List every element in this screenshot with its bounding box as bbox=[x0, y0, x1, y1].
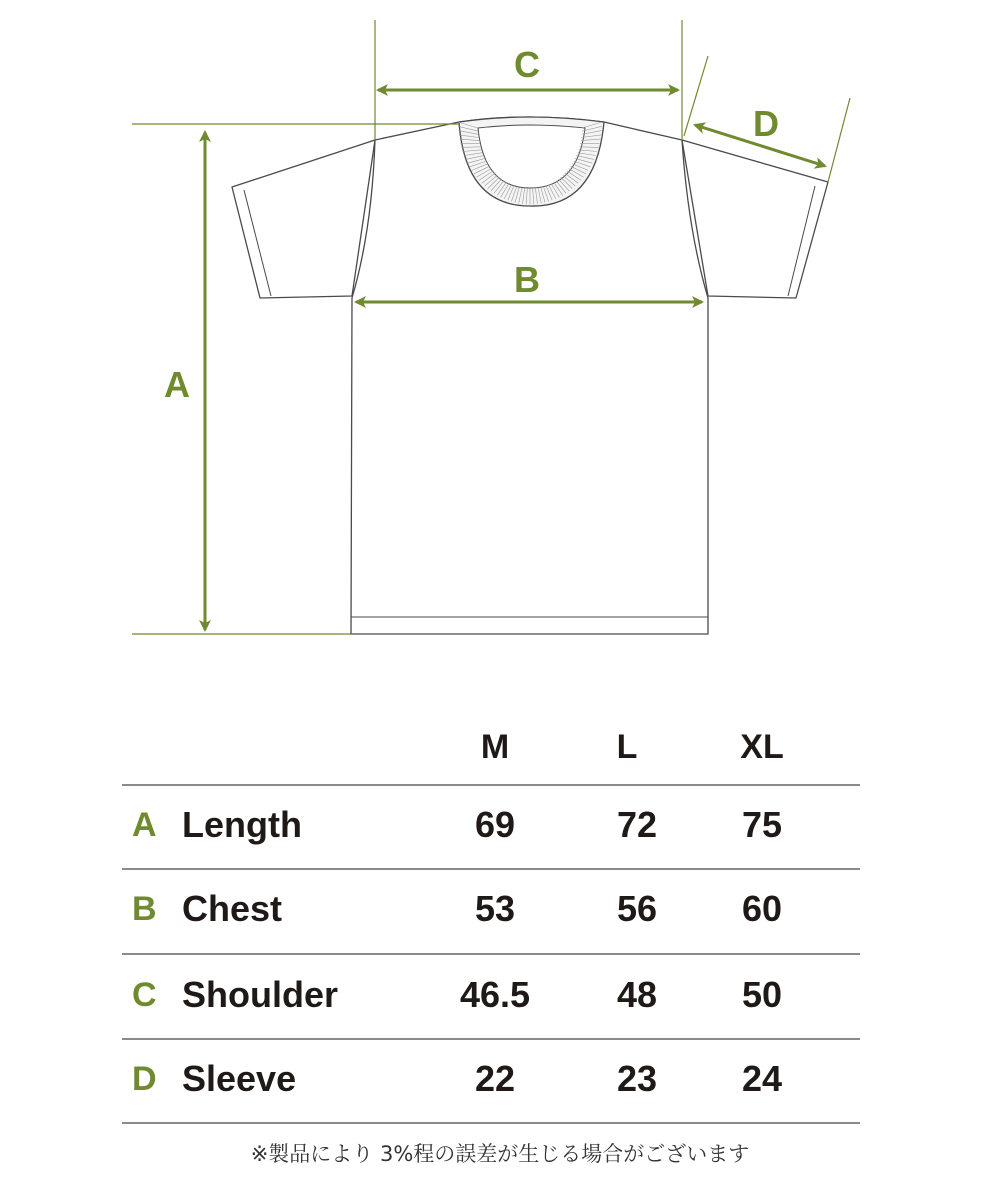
table-row bbox=[0, 872, 1000, 956]
table-rule bbox=[122, 784, 860, 786]
left-sleeve bbox=[232, 140, 375, 298]
row-letter: C bbox=[132, 976, 157, 1014]
label-c: C bbox=[514, 44, 540, 85]
table-cell: 75 bbox=[741, 804, 783, 845]
table-cell: 69 bbox=[474, 804, 516, 845]
table-cell: 56 bbox=[616, 888, 658, 929]
table-rule bbox=[122, 953, 860, 955]
column-header-xl: XL bbox=[740, 728, 784, 766]
label-a: A bbox=[164, 364, 190, 405]
table-cell: 60 bbox=[741, 888, 783, 929]
column-header-l: L bbox=[616, 728, 638, 766]
column-header-m: M bbox=[480, 728, 510, 766]
table-cell: 46.5 bbox=[459, 974, 531, 1015]
row-label: Sleeve bbox=[182, 1058, 297, 1099]
tolerance-note: ※製品により 3%程の誤差が生じる場合がございます bbox=[250, 1142, 750, 1166]
row-label: Shoulder bbox=[182, 974, 339, 1015]
row-letter: D bbox=[132, 1060, 157, 1098]
table-cell: 24 bbox=[741, 1058, 783, 1099]
row-label: Chest bbox=[182, 888, 283, 929]
table-rule bbox=[122, 1122, 860, 1124]
row-letter: A bbox=[132, 806, 157, 844]
row-letter: B bbox=[132, 890, 157, 928]
right-sleeve bbox=[682, 140, 828, 298]
table-row bbox=[0, 788, 1000, 872]
label-d: D bbox=[753, 103, 779, 144]
table-cell: 53 bbox=[474, 888, 516, 929]
label-b: B bbox=[514, 259, 540, 300]
table-cell: 72 bbox=[616, 804, 658, 845]
size-table bbox=[0, 700, 1000, 1140]
table-cell: 23 bbox=[616, 1058, 658, 1099]
table-row bbox=[0, 958, 1000, 1042]
row-label: Length bbox=[182, 804, 302, 845]
table-row bbox=[0, 1042, 1000, 1126]
table-cell: 22 bbox=[474, 1058, 516, 1099]
table-cell: 48 bbox=[616, 974, 658, 1015]
table-rule bbox=[122, 868, 860, 870]
table-cell: 50 bbox=[741, 974, 783, 1015]
table-rule bbox=[122, 1038, 860, 1040]
